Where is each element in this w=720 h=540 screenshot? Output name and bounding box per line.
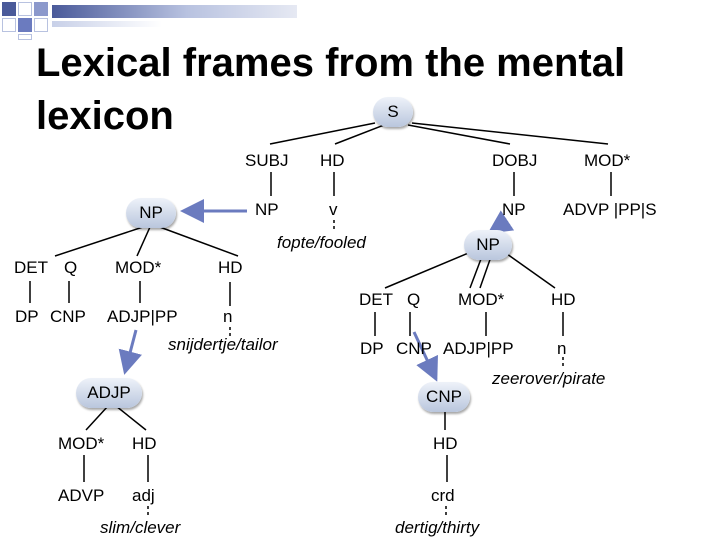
- adjp-function-mod: MOD*: [58, 434, 105, 453]
- main-category-np-obj: NP: [502, 200, 526, 219]
- object-function-q: Q: [407, 290, 421, 309]
- subject-category-cnp: CNP: [50, 307, 86, 326]
- object-category-n: n: [557, 339, 567, 358]
- main-function-mod: MOD*: [584, 151, 631, 170]
- main-category-np-subj: NP: [255, 200, 279, 219]
- object-function-mod: MOD*: [458, 290, 505, 309]
- main-category-advp-pp-s: ADVP |PP|S: [563, 200, 657, 219]
- main-root-s-node: S: [373, 97, 413, 127]
- adjp-category-advp: ADVP: [58, 486, 105, 505]
- object-category-dp: DP: [360, 339, 384, 358]
- adjp-category-adj: adj: [132, 486, 155, 505]
- object-function-det: DET: [359, 290, 393, 309]
- adjp-function-hd: HD: [132, 434, 157, 453]
- cnp-function-hd: HD: [433, 434, 458, 453]
- main-category-v: v: [329, 200, 338, 219]
- cnp-word: dertig/thirty: [395, 518, 480, 537]
- object-np-node: NP: [464, 230, 512, 260]
- verb-word: fopte/fooled: [277, 233, 366, 252]
- subject-function-hd: HD: [218, 258, 243, 277]
- main-function-dobj: DOBJ: [492, 151, 538, 170]
- object-category-adjp-pp: ADJP|PP: [443, 339, 514, 358]
- subject-category-n: n: [223, 307, 233, 326]
- title-line-2: lexicon: [36, 94, 174, 138]
- main-function-hd: HD: [320, 151, 345, 170]
- subject-function-det: DET: [14, 258, 48, 277]
- subject-function-q: Q: [64, 258, 78, 277]
- object-head-word: zeerover/pirate: [492, 369, 606, 388]
- subject-np-node: NP: [126, 198, 176, 228]
- main-function-subj: SUBJ: [245, 151, 289, 170]
- adjp-node: ADJP: [76, 378, 142, 408]
- adjp-word: slim/clever: [100, 518, 181, 537]
- cnp-node: CNP: [418, 382, 470, 412]
- object-function-hd: HD: [551, 290, 576, 309]
- subject-function-mod: MOD*: [115, 258, 162, 277]
- title-line-1: Lexical frames from the mental: [36, 41, 626, 85]
- object-category-cnp: CNP: [396, 339, 432, 358]
- subject-head-word: snijdertje/tailor: [168, 335, 278, 354]
- cnp-category-crd: crd: [431, 486, 455, 505]
- subject-category-adjp-pp: ADJP|PP: [107, 307, 178, 326]
- subject-category-dp: DP: [15, 307, 39, 326]
